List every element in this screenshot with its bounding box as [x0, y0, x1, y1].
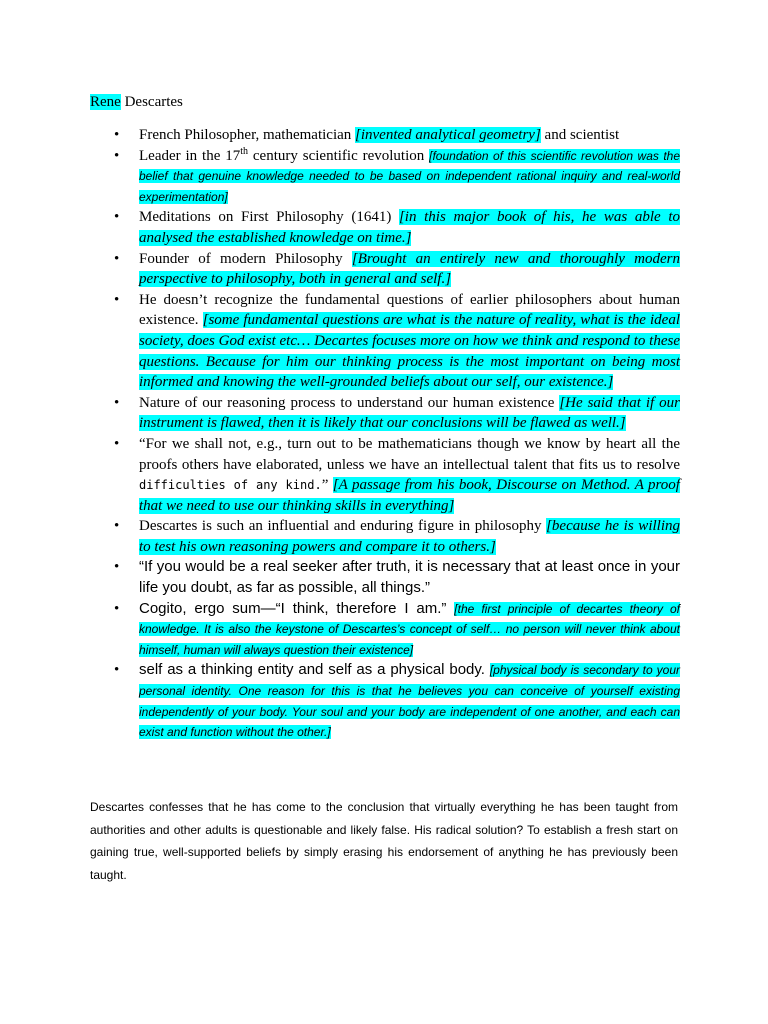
highlighted-note: [A passage from his book, Discourse on Method. A proof that we need to use our thinking skills in everything] [139, 477, 680, 514]
list-item: • Nature of our reasoning process to understand our human existence [He said that if our instrument is flawed, then it is likely that our conclusions will be flawed as well.] [90, 393, 680, 434]
bullet-list [90, 125, 680, 743]
highlighted-note: [foundation of this scientific revolution was the belief that genuine knowledge needed to be based on independent rational inquiry and real-world experimentation] [139, 148, 681, 204]
list-item: • self as a thinking entity and self as a physical body. [physical body is secondary to your personal identity. One reason for this is that he believes you can conceive of yourself existing independently of your body. Your soul and your body are independent of one another, and each can exist and function without the other.] [90, 660, 680, 742]
list-item: • “If you would be a real seeker after truth, it is necessary that at least once in your life you doubt, as far as possible, all things.” [90, 557, 680, 598]
list-item: • “For we shall not, e.g., turn out to be mathematicians though we know by heart all the proofs others have elaborated, unless we have an intellectual talent that fits us to resolve difficulties of any kind.” [A passage from his book, Discourse on Method. A proof that we need to use our thinking skills in everything] [90, 434, 680, 516]
highlighted-note: [Brought an entirely new and thoroughly modern perspective to philosophy, both in general and self.] [139, 250, 681, 288]
highlighted-note: [invented analytical geometry] [355, 127, 541, 143]
list-item: • He doesn’t recognize the fundamental questions of earlier philosophers about human existence. [some fundamental questions are what is the nature of reality, what is the ideal society, does God exist etc… Decartes focuses more on how we think and respond to these questions. Because for him our thinking process is the most important on being most informed and knowing the well-grounded beliefs about our self, our existence.] [90, 290, 680, 393]
list-item: • Meditations on First Philosophy (1641) [in this major book of his, he was able to analysed the established knowledge on time.] [90, 207, 680, 248]
list-item: • French Philosopher, mathematician [invented analytical geometry] and scientist [90, 125, 680, 146]
list-item: • Leader in the 17th century scientific revolution [foundation of this scientific revolution was the belief that genuine knowledge needed to be based on independent rational inquiry and real-world experimentation] [90, 146, 680, 208]
highlighted-note: [He said that if our instrument is flawed, then it is likely that our conclusions will be flawed as well.] [139, 394, 680, 432]
body-paragraph: Descartes confesses that he has come to the conclusion that virtually everything he has been taught from authorities and other adults is questionable and likely false. His radical solution? To establish a fresh start on gaining true, well-supported beliefs by simply erasing his endorsement of anything he has previously been taught. [90, 800, 678, 882]
title-rest: Descartes [120, 94, 183, 110]
highlighted-note: [some fundamental questions are what is the nature of reality, what is the ideal society, does God exist etc… Decartes focuses more on how we think and respond to these questions. Because for him our thinking process is the most important on being most informed and knowing the well-grounded beliefs about our self, our existence.] [139, 312, 680, 391]
highlighted-note: [physical body is secondary to your personal identity. One reason for this is that he believes you can conceive of yourself existing independently of your body. Your soul and your body are independent of one another, and each can exist and function without the other.] [139, 663, 681, 740]
title-highlight: Rene [90, 94, 121, 110]
list-item: • Founder of modern Philosophy [Brought an entirely new and thoroughly modern perspective to philosophy, both in general and self.] [90, 249, 680, 290]
list-item: • Cogito, ergo sum—“I think, therefore I am.” [the first principle of decartes theory of knowledge. It is also the keystone of Descartes’s concept of self… no person will never think about himself, human will always question their existence] [90, 599, 680, 661]
list-item: • Descartes is such an influential and enduring figure in philosophy [because he is willing to test his own reasoning powers and compare it to others.] [90, 516, 680, 557]
document-title [90, 92, 183, 112]
highlighted-note: [the first principle of decartes theory of knowledge. It is also the keystone of Descartes’s concept of self… no person will never think about himself, human will always question their existence] [139, 601, 680, 657]
highlighted-note: [because he is willing to test his own reasoning powers and compare it to others.] [139, 518, 680, 555]
highlighted-note: [in this major book of his, he was able to analysed the established knowledge on time.] [139, 209, 680, 246]
